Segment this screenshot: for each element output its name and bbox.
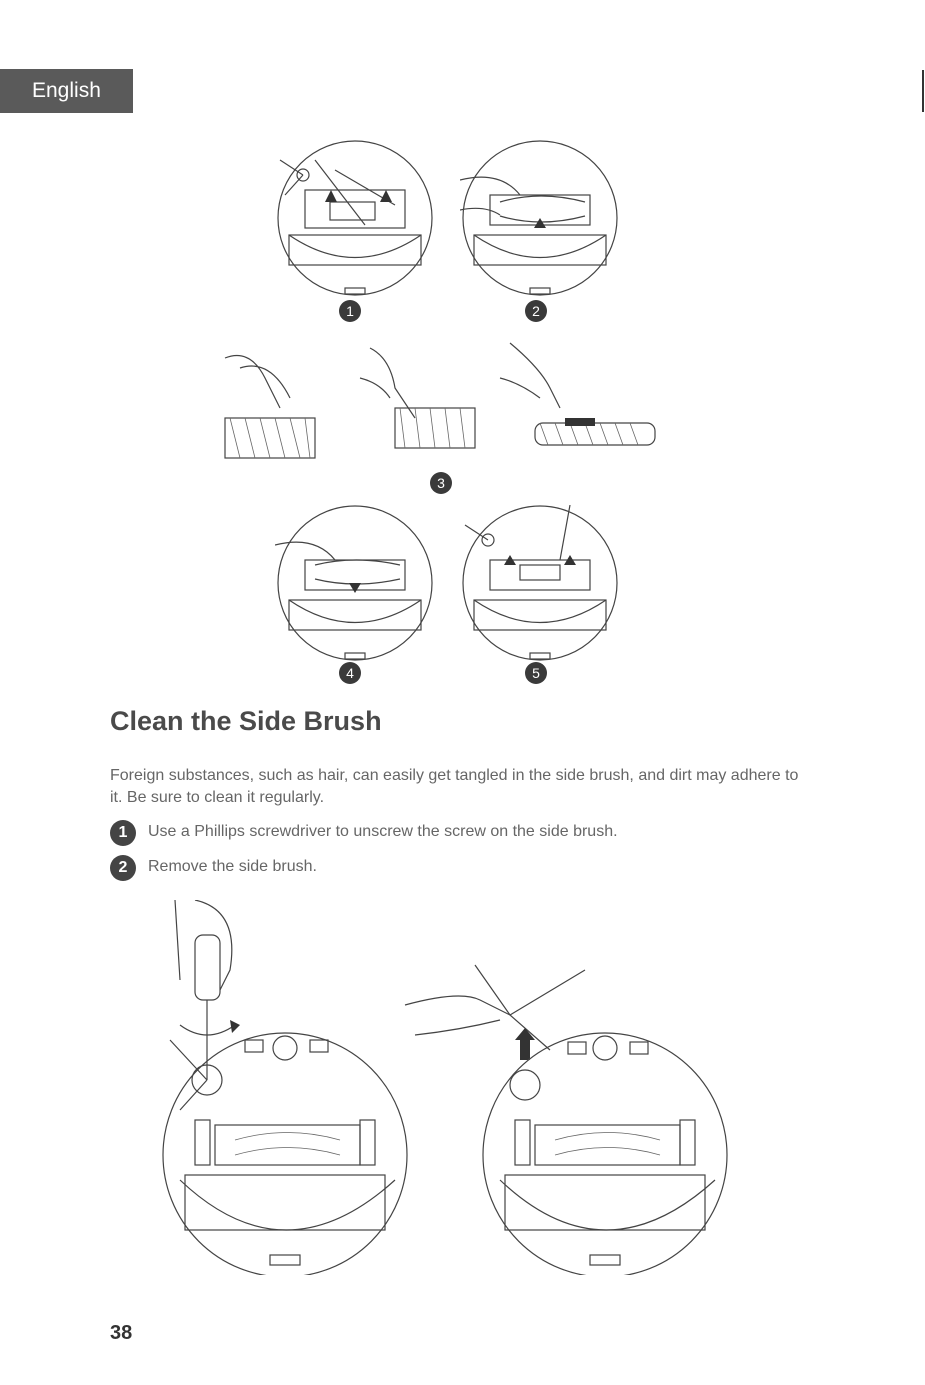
step-badge-3: 3 bbox=[430, 472, 452, 494]
page-number: 38 bbox=[110, 1322, 133, 1344]
main-brush-step4-illustration bbox=[275, 505, 435, 665]
step-text: Remove the side brush. bbox=[148, 858, 317, 875]
section-title: Clean the Side Brush bbox=[110, 706, 382, 736]
main-brush-step2-illustration bbox=[460, 140, 620, 300]
step-number: 1 bbox=[110, 820, 136, 846]
side-brush-unscrew-illustration bbox=[150, 900, 425, 1275]
step-badge-1: 1 bbox=[339, 300, 361, 322]
step-text: Use a Phillips screwdriver to unscrew the screw on the side brush. bbox=[148, 823, 618, 840]
page-edge-marker bbox=[922, 70, 924, 112]
step-number: 2 bbox=[110, 855, 136, 881]
main-brush-cleaning-illustration bbox=[220, 338, 670, 468]
language-tab: English bbox=[0, 69, 133, 113]
main-brush-step1-illustration bbox=[275, 140, 435, 300]
step-badge-5: 5 bbox=[525, 662, 547, 684]
main-brush-step5-illustration bbox=[460, 505, 620, 665]
side-brush-remove-illustration bbox=[400, 960, 730, 1275]
step-badge-2: 2 bbox=[525, 300, 547, 322]
step-badge-4: 4 bbox=[339, 662, 361, 684]
intro-paragraph: Foreign substances, such as hair, can easily get tangled in the side brush, and dirt may adhere to it. Be sure to clean it regularly. bbox=[110, 767, 799, 806]
